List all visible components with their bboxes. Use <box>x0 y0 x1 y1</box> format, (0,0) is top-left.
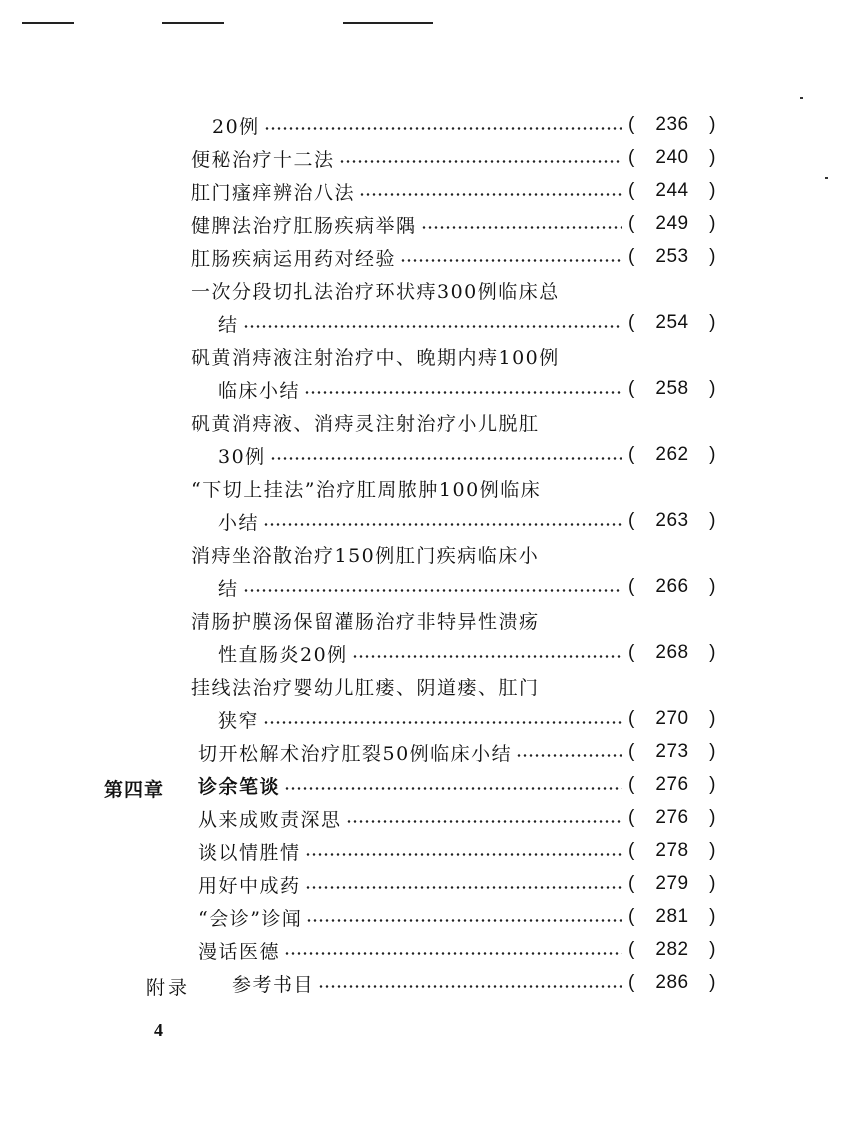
leader-dots <box>400 259 622 262</box>
toc-entry[interactable] <box>218 638 716 668</box>
toc-entry[interactable] <box>198 902 716 932</box>
toc-title: 谈以情胜情 <box>198 841 301 864</box>
toc-page: 276 <box>655 774 689 795</box>
toc-entry-first-line <box>191 341 716 371</box>
leader-dots <box>359 193 622 196</box>
toc-page-ref: ( 268 ) <box>628 642 716 663</box>
toc-entry[interactable] <box>198 737 716 767</box>
toc-page: 240 <box>655 147 689 168</box>
toc-title: 便秘治疗十二法 <box>191 148 335 171</box>
toc-page-ref: ( 263 ) <box>628 510 716 531</box>
toc-title: 一次分段切扎法治疗环状痔300例临床总 <box>191 280 560 303</box>
page-number: 4 <box>154 1020 163 1040</box>
toc-entry[interactable] <box>191 143 716 173</box>
toc-entry-first-line <box>191 539 716 569</box>
toc-page-ref: ( 266 ) <box>628 576 716 597</box>
toc-page: 281 <box>655 906 689 927</box>
toc-page: 266 <box>655 576 689 597</box>
toc-page-ref: ( 286 ) <box>628 972 716 993</box>
toc-page: 254 <box>655 312 689 333</box>
toc-title: 用好中成药 <box>198 874 301 897</box>
toc-entry[interactable] <box>198 803 716 833</box>
toc-page-ref: ( 278 ) <box>628 840 716 861</box>
toc-entry-first-line <box>191 473 716 503</box>
toc-title: 切开松解术治疗肛裂50例临床小结 <box>198 742 513 765</box>
toc-page: 249 <box>655 213 689 234</box>
toc-page-ref: ( 253 ) <box>628 246 716 267</box>
toc-entry[interactable] <box>191 176 716 206</box>
toc-page: 253 <box>655 246 689 267</box>
toc-entry[interactable] <box>198 869 716 899</box>
toc-page: 276 <box>655 807 689 828</box>
leader-dots <box>305 853 622 856</box>
toc-title-cont: 30例 <box>218 445 266 468</box>
toc-entry[interactable] <box>232 968 716 998</box>
toc-entry[interactable] <box>218 308 716 338</box>
leader-dots <box>421 226 622 229</box>
top-rule-3 <box>343 22 433 24</box>
toc-title: 清肠护膜汤保留灌肠治疗非特异性溃疡 <box>191 610 540 633</box>
toc-entry[interactable] <box>218 440 716 470</box>
leader-dots <box>352 655 622 658</box>
toc-title: “下切上挂法”治疗肛周脓肿100例临床 <box>191 478 542 501</box>
toc-title: 肛肠疾病运用药对经验 <box>191 247 397 270</box>
leader-dots <box>305 886 622 889</box>
toc-entry[interactable] <box>198 935 716 965</box>
leader-dots <box>243 589 622 592</box>
toc-title: 消痔坐浴散治疗150例肛门疾病临床小 <box>191 544 540 567</box>
toc-page-ref: ( 254 ) <box>628 312 716 333</box>
toc-page: 273 <box>655 741 689 762</box>
leader-dots <box>270 457 622 460</box>
leader-dots <box>263 523 622 526</box>
toc-page: 244 <box>655 180 689 201</box>
toc-page: 262 <box>655 444 689 465</box>
leader-dots <box>339 160 622 163</box>
toc-page-ref: ( 236 ) <box>628 114 716 135</box>
toc-page-ref: ( 273 ) <box>628 741 716 762</box>
leader-dots <box>284 952 622 955</box>
leader-dots <box>284 787 622 790</box>
toc-page: 282 <box>655 939 689 960</box>
leader-dots <box>516 754 622 757</box>
toc-page-ref: ( 281 ) <box>628 906 716 927</box>
toc-title-cont: 结 <box>218 577 239 600</box>
leader-dots <box>243 325 622 328</box>
toc-page: 258 <box>655 378 689 399</box>
leader-dots <box>306 919 622 922</box>
toc-entry-first-line <box>191 407 716 437</box>
toc-title: 参考书目 <box>232 973 315 996</box>
toc-title-cont: 性直肠炎20例 <box>218 643 348 666</box>
toc-title: 矾黄消痔液注射治疗中、晚期内痔100例 <box>191 346 560 369</box>
toc-page-ref: ( 240 ) <box>628 147 716 168</box>
toc-title: “会诊”诊闻 <box>198 907 303 930</box>
toc-page-ref: ( 249 ) <box>628 213 716 234</box>
toc-page: 270 <box>655 708 689 729</box>
toc-page-ref: ( 258 ) <box>628 378 716 399</box>
toc-page: 286 <box>655 972 689 993</box>
toc-title-cont: 小结 <box>218 511 260 534</box>
toc-page-ref: ( 279 ) <box>628 873 716 894</box>
toc-entry[interactable] <box>218 506 716 536</box>
toc-title-cont: 结 <box>218 313 239 336</box>
scan-speck <box>800 97 803 99</box>
toc-chapter-title: 诊余笔谈 <box>198 775 281 798</box>
toc-entry[interactable] <box>218 374 716 404</box>
toc-page-ref: ( 270 ) <box>628 708 716 729</box>
toc-page-ref: ( 282 ) <box>628 939 716 960</box>
toc-entry-first-line <box>191 605 716 635</box>
toc-entry[interactable] <box>198 836 716 866</box>
toc-entry[interactable] <box>191 209 716 239</box>
toc-title: 健脾法治疗肛肠疾病举隅 <box>191 214 417 237</box>
leader-dots <box>318 985 622 988</box>
toc-page: 268 <box>655 642 689 663</box>
leader-dots <box>264 127 622 130</box>
scan-speck <box>825 177 828 179</box>
chapter-label: 第四章 <box>104 779 165 801</box>
toc-entry-first-line <box>191 671 716 701</box>
toc-entry[interactable] <box>191 242 716 272</box>
toc-page: 279 <box>655 873 689 894</box>
toc-chapter-entry[interactable] <box>198 770 716 800</box>
leader-dots <box>304 391 622 394</box>
top-rule-1 <box>22 22 74 24</box>
toc-page-ref: ( 244 ) <box>628 180 716 201</box>
top-rule-2 <box>162 22 224 24</box>
toc-title: 从来成败责深思 <box>198 808 342 831</box>
toc-title: 挂线法治疗婴幼儿肛瘘、阴道瘘、肛门 <box>191 676 540 699</box>
toc-title: 矾黄消痔液、消痔灵注射治疗小儿脱肛 <box>191 412 540 435</box>
appendix-label: 附录 <box>146 977 191 999</box>
toc-page-ref: ( 276 ) <box>628 774 716 795</box>
toc-page-ref: ( 276 ) <box>628 807 716 828</box>
leader-dots <box>263 721 622 724</box>
toc-entry-first-line <box>191 275 716 305</box>
toc-title-cont: 临床小结 <box>218 379 301 402</box>
toc-title-cont: 狭窄 <box>218 709 260 732</box>
toc-entry[interactable] <box>218 704 716 734</box>
toc-title: 漫话医德 <box>198 940 281 963</box>
leader-dots <box>346 820 622 823</box>
toc-page: 236 <box>655 114 689 135</box>
toc-page-ref: ( 262 ) <box>628 444 716 465</box>
toc-title: 20例 <box>212 115 260 138</box>
toc-page: 278 <box>655 840 689 861</box>
toc-entry[interactable] <box>218 572 716 602</box>
toc-page: 263 <box>655 510 689 531</box>
toc-entry[interactable] <box>212 110 716 140</box>
toc-title: 肛门瘙痒辨治八法 <box>191 181 356 204</box>
